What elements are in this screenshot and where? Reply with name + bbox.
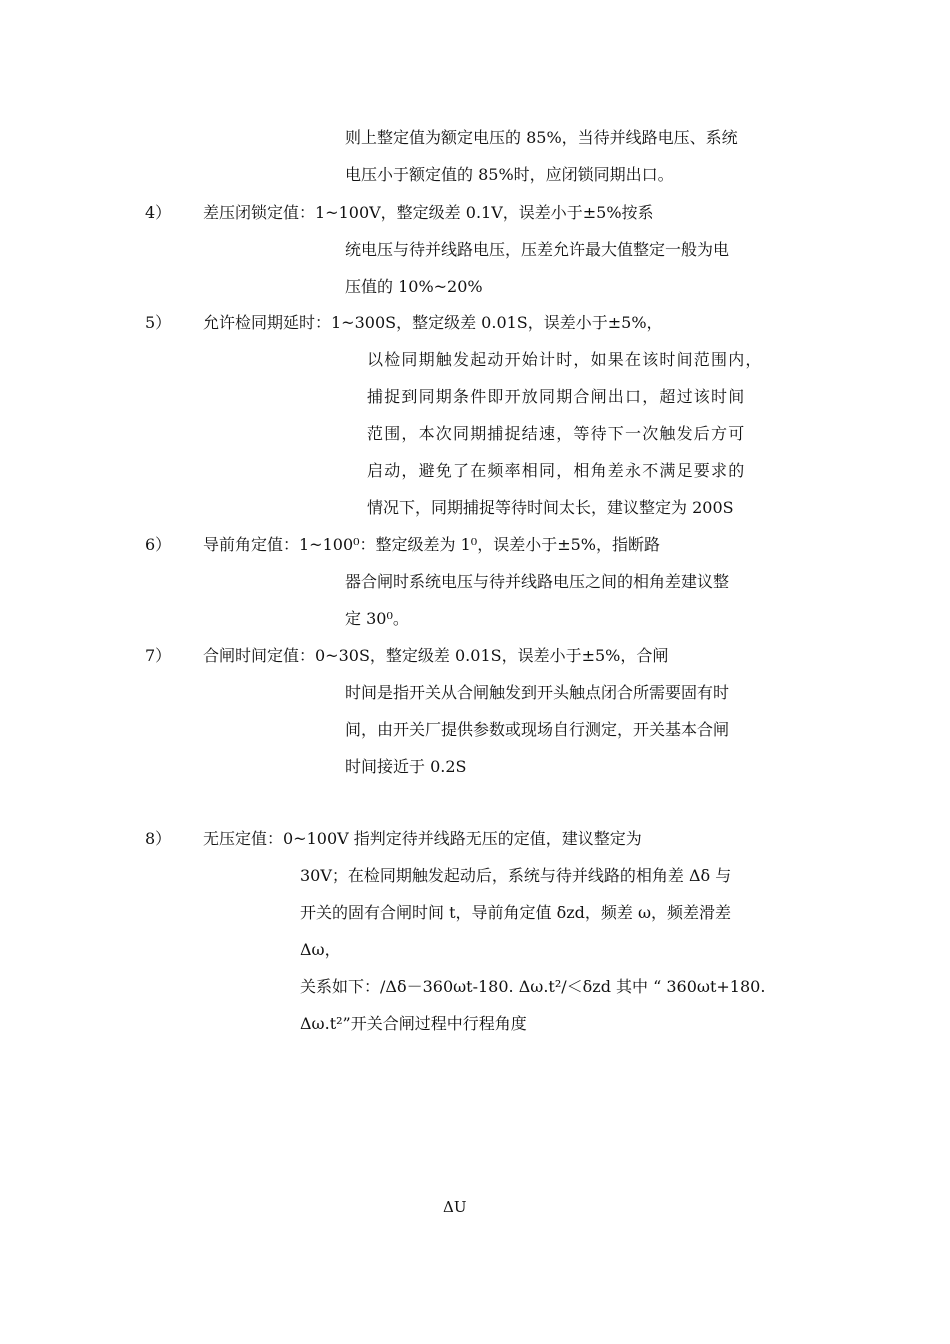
paragraph-line: 电压小于额定值的 85%时，应闭锁同期出口。 (345, 165, 674, 184)
item-number: 4） (145, 203, 172, 222)
paragraph-line: 启动，避免了在频率相同，相角差永不满足要求的 (367, 461, 746, 480)
paragraph-line: 压值的 10%~20% (345, 277, 483, 296)
item-number: 8） (145, 829, 172, 848)
item-number: 7） (145, 646, 172, 665)
item-heading: 导前角定值：1~100⁰：整定级差为 1⁰，误差小于±5%，指断路 (203, 535, 661, 554)
item-heading: 允许检同期延时：1~300S，整定级差 0.01S，误差小于±5%， (203, 313, 663, 332)
formula-line: 关系如下：/Δδ－360ωt-180. Δω.t²/＜δzd 其中 “ 360ωt+180. (300, 977, 766, 996)
paragraph-line: 间，由开关厂提供参数或现场自行测定，开关基本合闸 (345, 720, 730, 739)
formula-line: Δω.t²”开关合闸过程中行程角度 (300, 1014, 527, 1033)
paragraph-line: 时间接近于 0.2S (345, 757, 467, 776)
paragraph-line: 时间是指开关从合闸触发到开头触点闭合所需要固有时 (345, 683, 730, 702)
paragraph-line: 则上整定值为额定电压的 85%，当待并线路电压、系统 (345, 128, 738, 147)
paragraph-line: Δω， (300, 940, 341, 959)
paragraph-line: 开关的固有合闸时间 t，导前角定值 δzd，频差 ω，频差滑差 (300, 903, 732, 922)
delta-u-label: ΔU (443, 1198, 467, 1216)
paragraph-line: 30V；在检同期触发起动后，系统与待并线路的相角差 Δδ 与 (300, 866, 732, 885)
paragraph-line: 以检同期触发起动开始计时，如果在该时间范围内， (367, 350, 763, 369)
paragraph-line: 统电压与待并线路电压，压差允许最大值整定一般为电 (345, 240, 730, 259)
item-number: 5） (145, 313, 172, 332)
paragraph-line: 捕捉到同期条件即开放同期合闸出口，超过该时间 (367, 387, 746, 406)
item-heading: 差压闭锁定值：1~100V，整定级差 0.1V，误差小于±5%按系 (203, 203, 654, 222)
item-number: 6） (145, 535, 172, 554)
item-heading: 无压定值：0~100V 指判定待并线路无压的定值，建议整定为 (203, 829, 642, 848)
paragraph-line: 情况下，同期捕捉等待时间太长，建议整定为 200S (367, 498, 734, 517)
item-heading: 合闸时间定值：0~30S，整定级差 0.01S，误差小于±5%，合闸 (203, 646, 669, 665)
paragraph-line: 范围，本次同期捕捉结速，等待下一次触发后方可 (367, 424, 746, 443)
paragraph-line: 器合闸时系统电压与待并线路电压之间的相角差建议整 (345, 572, 730, 591)
paragraph-line: 定 30⁰。 (345, 609, 409, 628)
